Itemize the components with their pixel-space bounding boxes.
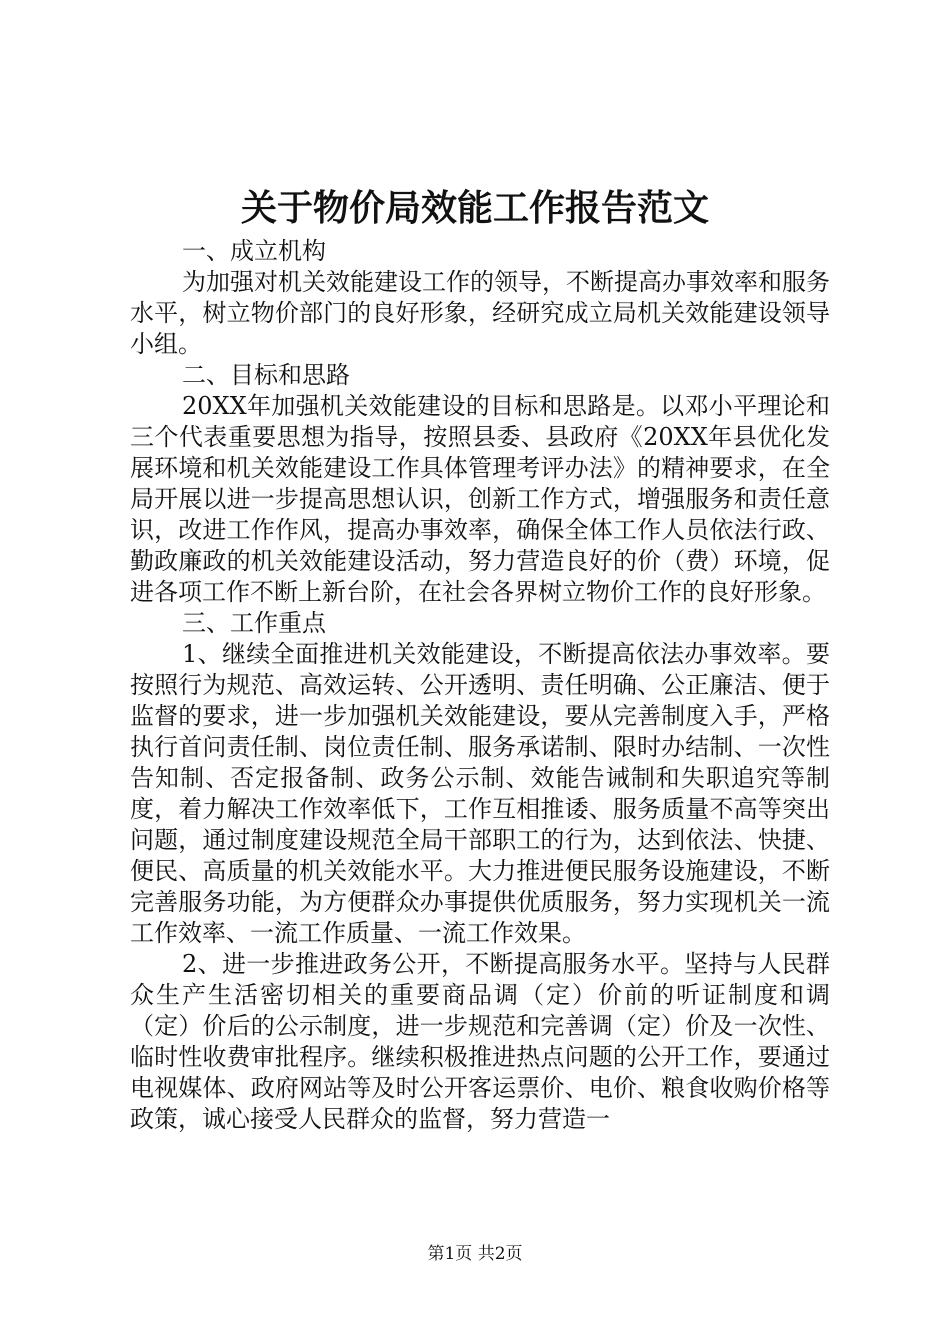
document-title: 关于物价局效能工作报告范文 [240,187,709,229]
section-heading: 三、工作重点 [182,609,326,637]
page-footer: 第1页 共2页 [427,1244,523,1264]
body-paragraph: 1、继续全面推进机关效能建设，不断提高依法办事效率。要按照行为规范、高效运转、公开透明、责任明确、公正廉洁、便于监督的要求，进一步加强机关效能建设，要从完善制度入手，严格执行首问责任制、岗位责任制、服务承诺制、限时办结制、一次性告知制、否定报备制、政务公示制、效能告诫制和失职追究等制度，着力解决工作效率低下，工作互相推诿、服务质量不高等突出问题，通过制度建设规范全局干部职工的行为，达到依法、快捷、便民、高质量的机关效能水平。大力推进便民服务设施建设，不断完善服务功能，为方便群众办事提供优质服务，努力实现机关一流工作效率、一流工作质量、一流工作效果。 [130,640,830,947]
section-heading: 一、成立机构 [182,237,326,265]
section-heading: 二、目标和思路 [182,361,350,389]
document-body [130,236,830,1135]
body-paragraph: 2、进一步推进政务公开，不断提高服务水平。坚持与人民群众生产生活密切相关的重要商品调（定）价前的听证制度和调（定）价后的公示制度，进一步规范和完善调（定）价及一次性、临时性收费审批程序。继续积极推进热点问题的公开工作，要通过电视媒体、政府网站等及时公开客运票价、电价、粮食收购价格等政策，诚心接受人民群众的监督，努力营造一 [130,950,830,1133]
body-paragraph: 20XX年加强机关效能建设的目标和思路是。以邓小平理论和三个代表重要思想为指导，按照县委、县政府《20XX年县优化发展环境和机关效能建设工作具体管理考评办法》的精神要求，在全局开展以进一步提高思想认识，创新工作方式，增强服务和责任意识，改进工作作风，提高办事效率，确保全体工作人员依法行政、勤政廉政的机关效能建设活动，努力营造良好的价（费）环境，促进各项工作不断上新台阶，在社会各界树立物价工作的良好形象。 [130,392,830,606]
body-paragraph: 为加强对机关效能建设工作的领导，不断提高办事效率和服务水平，树立物价部门的良好形象，经研究成立局机关效能建设领导小组。 [130,268,830,358]
